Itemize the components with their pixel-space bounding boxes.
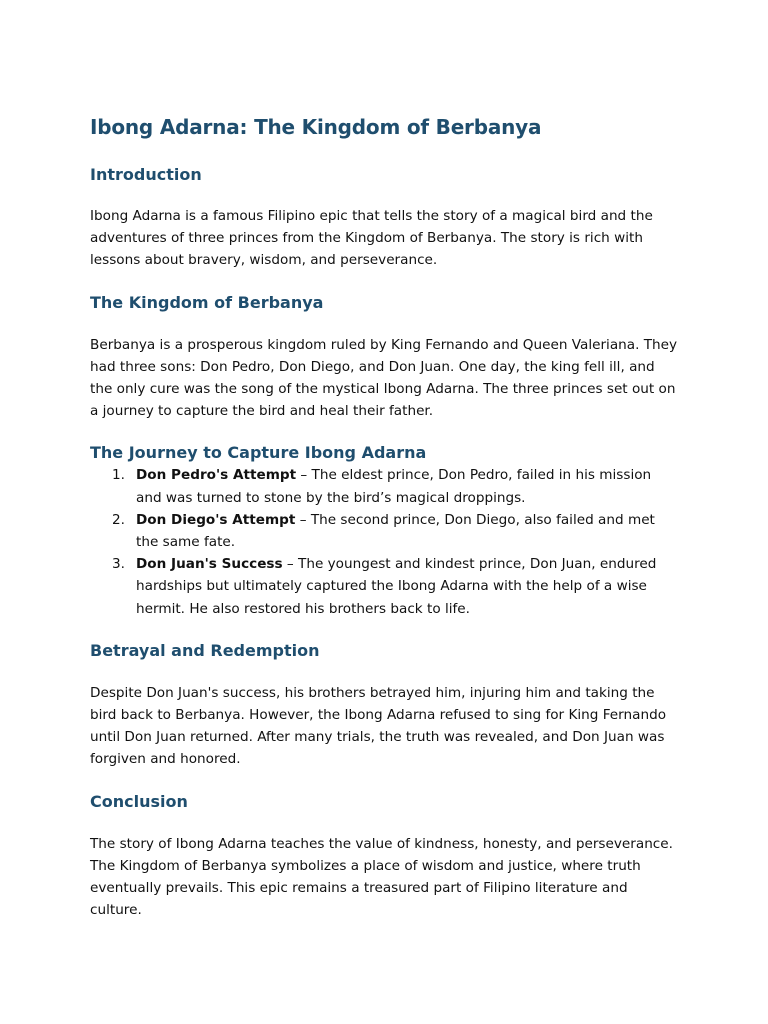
list-item-text: – The eldest prince, Don Pedro, failed in his mission and was turned to stone by the bird’s magical droppings. (136, 467, 652, 506)
list-item-title: Don Pedro's Attempt (136, 467, 297, 484)
introduction-paragraph: Ibong Adarna is a famous Filipino epic that tells the story of a magical bird and the adventures of three princes from the Kingdom of Berbanya. The story is rich with lessons about bravery, wisdom, and perseverance. (90, 208, 653, 269)
section-heading-introduction: Introduction (90, 165, 202, 184)
list-marker: 2. (112, 511, 125, 528)
list-item-title: Don Juan's Success (136, 556, 283, 573)
section-heading-conclusion: Conclusion (90, 791, 188, 811)
list-item-title: Don Diego's Attempt (136, 511, 296, 528)
list-item (90, 464, 680, 508)
journey-list (90, 464, 680, 619)
list-item-text: – The second prince, Don Diego, also failed and met the same fate. (136, 511, 655, 551)
section-heading-kingdom: The Kingdom of Berbanya (90, 292, 324, 312)
list-marker: 1. (112, 467, 125, 484)
list-item (90, 509, 680, 553)
section-heading-betrayal: Betrayal and Redemption (90, 640, 320, 660)
list-marker: 3. (112, 556, 125, 573)
section-heading-journey: The Journey to Capture Ibong Adarna (90, 443, 427, 463)
document-title: Ibong Adarna: The Kingdom of Berbanya (90, 115, 542, 139)
betrayal-paragraph: Despite Don Juan's success, his brothers betrayed him, injuring him and taking the bird back to Berbanya. However, the Ibong Adarna refused to sing for King Fernando until Don Juan returned. After many trials, the truth was revealed, and Don Juan was forgiven and honored. (90, 684, 667, 768)
kingdom-paragraph: Berbanya is a prosperous kingdom ruled by King Fernando and Queen Valeriana. They had three sons: Don Pedro, Don Diego, and Don Juan. One day, the king fell ill, and the only cure was the song of the mystical Ibong Adarna. The three princes set out on a journey to capture the bird and heal their father. (90, 336, 678, 420)
list-item-text: – The youngest and kindest prince, Don Juan, endured hardships but ultimately captured the Ibong Adarna with the help of a wise hermit. He also restored his brothers back to life. (136, 556, 657, 617)
conclusion-paragraph: The story of Ibong Adarna teaches the value of kindness, honesty, and perseverance. The Kingdom of Berbanya symbolizes a place of wisdom and justice, where truth eventually prevails. This epic remains a treasured part of Filipino literature and culture. (90, 835, 673, 919)
list-item (90, 553, 680, 620)
